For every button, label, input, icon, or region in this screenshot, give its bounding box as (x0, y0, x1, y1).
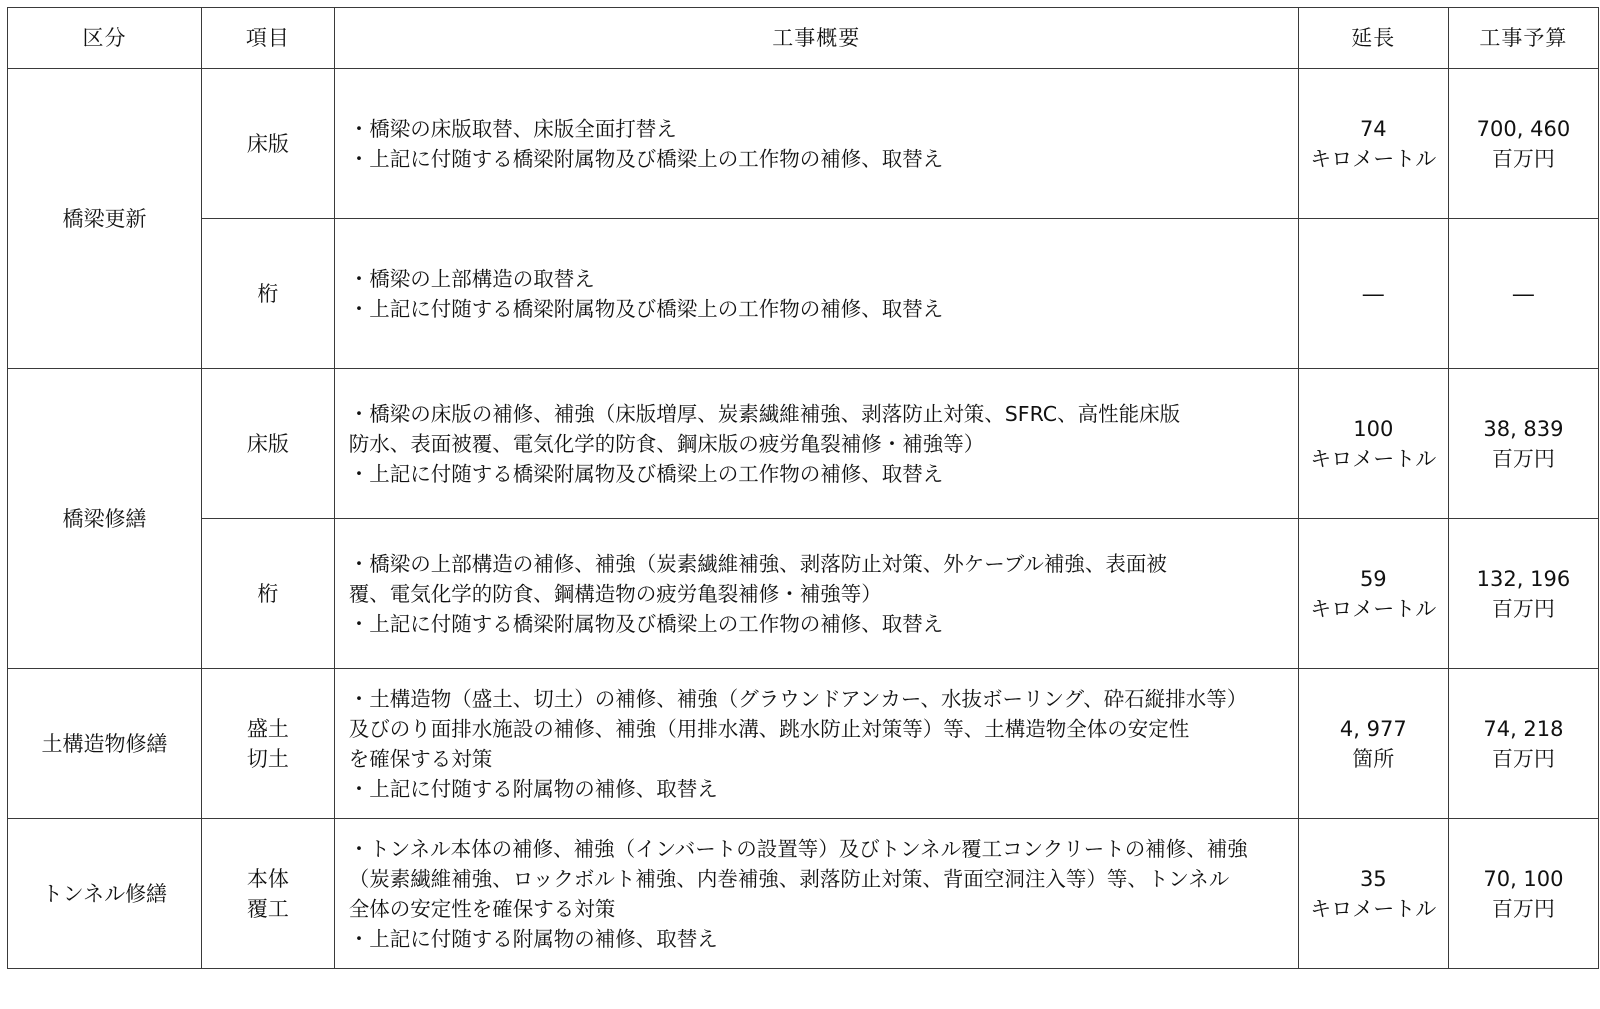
budget-cell (1448, 69, 1598, 219)
budget-cell (1448, 819, 1598, 969)
table-row (8, 669, 1599, 819)
summary-line: ・トンネル本体の補修、補強（インバートの設置等）及びトンネル覆工コンクリートの補修、補強 (348, 836, 1248, 861)
item-line: 桁 (257, 281, 279, 306)
budget-cell (1448, 519, 1598, 669)
summary-line: ・土構造物（盛土、切土）の補修、補強（グラウンドアンカー、水抜ボーリング、砕石縦排水等） (348, 686, 1248, 711)
summary-cell (334, 669, 1298, 819)
summary-line: ・上記に付随する橋梁附属物及び橋梁上の工作物の補修、取替え (348, 296, 944, 321)
length-cell (1298, 69, 1448, 219)
budget-value: 700, 460 (1476, 116, 1571, 141)
header-budget: 工事予算 (1448, 8, 1598, 69)
table-row (8, 819, 1599, 969)
summary-line: 防水、表面被覆、電気化学的防食、鋼床版の疲労亀裂補修・補強等） (348, 431, 985, 456)
summary-cell (334, 369, 1298, 519)
item-cell (202, 69, 335, 219)
budget-unit: 百万円 (1491, 446, 1555, 471)
budget-value: 132, 196 (1476, 566, 1571, 591)
item-line: 盛土 (246, 716, 289, 741)
summary-line: 及びのり面排水施設の補修、補強（用排水溝、跳水防止対策等）等、土構造物全体の安定性 (348, 716, 1190, 741)
budget-unit: 百万円 (1491, 146, 1555, 171)
summary-cell (334, 69, 1298, 219)
item-cell (202, 369, 335, 519)
category-cell: 橋梁更新 (8, 69, 202, 369)
table-row (8, 69, 1599, 219)
header-row (8, 8, 1599, 69)
summary-line: ・上記に付随する附属物の補修、取替え (348, 776, 718, 801)
summary-line: ・上記に付随する橋梁附属物及び橋梁上の工作物の補修、取替え (348, 611, 944, 636)
summary-line: ・上記に付随する附属物の補修、取替え (348, 926, 718, 951)
summary-line: ・上記に付随する橋梁附属物及び橋梁上の工作物の補修、取替え (348, 461, 944, 486)
summary-line: ・橋梁の床版取替、床版全面打替え (348, 116, 677, 141)
length-value: 74 (1359, 116, 1387, 141)
table-row (8, 219, 1599, 369)
construction-works-table (7, 7, 1599, 969)
length-unit: 箇所 (1352, 746, 1395, 771)
category-cell: 土構造物修繕 (8, 669, 202, 819)
header-summary: 工事概要 (334, 8, 1298, 69)
summary-cell (334, 519, 1298, 669)
length-value: ― (1362, 281, 1384, 306)
summary-line: ・橋梁の上部構造の取替え (348, 266, 595, 291)
category-cell: トンネル修繕 (8, 819, 202, 969)
table-row (8, 369, 1599, 519)
item-cell (202, 519, 335, 669)
summary-line: ・橋梁の上部構造の補修、補強（炭素繊維補強、剥落防止対策、外ケーブル補強、表面被 (348, 551, 1167, 576)
item-line: 桁 (257, 581, 279, 606)
header-item: 項目 (202, 8, 335, 69)
length-value: 35 (1359, 866, 1387, 891)
header-category: 区分 (8, 8, 202, 69)
table-row (8, 519, 1599, 669)
summary-line: ・橋梁の床版の補修、補強（床版増厚、炭素繊維補強、剥落防止対策、SFRC、高性能床版 (348, 401, 1181, 426)
length-cell (1298, 819, 1448, 969)
item-line: 切土 (246, 746, 289, 771)
length-cell (1298, 519, 1448, 669)
budget-unit: 百万円 (1491, 746, 1555, 771)
length-cell (1298, 219, 1448, 369)
budget-unit: 百万円 (1491, 896, 1555, 921)
item-line: 床版 (246, 131, 289, 156)
budget-value: 70, 100 (1483, 866, 1564, 891)
summary-cell (334, 219, 1298, 369)
summary-line: 覆、電気化学的防食、鋼構造物の疲労亀裂補修・補強等） (348, 581, 882, 606)
header-length: 延長 (1298, 8, 1448, 69)
item-line: 覆工 (246, 896, 289, 921)
summary-line: ・上記に付随する橋梁附属物及び橋梁上の工作物の補修、取替え (348, 146, 944, 171)
length-unit: キロメートル (1310, 146, 1437, 171)
category-cell: 橋梁修繕 (8, 369, 202, 669)
budget-value: ― (1512, 281, 1534, 306)
length-unit: キロメートル (1310, 896, 1437, 921)
budget-cell (1448, 219, 1598, 369)
summary-line: （炭素繊維補強、ロックボルト補強、内巻補強、剥落防止対策、背面空洞注入等）等、トンネル (348, 866, 1230, 891)
length-value: 100 (1353, 416, 1394, 441)
length-value: 59 (1359, 566, 1387, 591)
length-cell (1298, 669, 1448, 819)
budget-unit: 百万円 (1491, 596, 1555, 621)
item-cell (202, 669, 335, 819)
summary-line: を確保する対策 (348, 746, 493, 771)
budget-value: 38, 839 (1483, 416, 1564, 441)
item-line: 床版 (246, 431, 289, 456)
item-cell (202, 219, 335, 369)
budget-value: 74, 218 (1483, 716, 1564, 741)
item-cell (202, 819, 335, 969)
budget-cell (1448, 669, 1598, 819)
budget-cell (1448, 369, 1598, 519)
item-line: 本体 (246, 866, 289, 891)
length-value: 4, 977 (1339, 716, 1407, 741)
length-cell (1298, 369, 1448, 519)
summary-line: 全体の安定性を確保する対策 (348, 896, 616, 921)
summary-cell (334, 819, 1298, 969)
length-unit: キロメートル (1310, 446, 1437, 471)
length-unit: キロメートル (1310, 596, 1437, 621)
